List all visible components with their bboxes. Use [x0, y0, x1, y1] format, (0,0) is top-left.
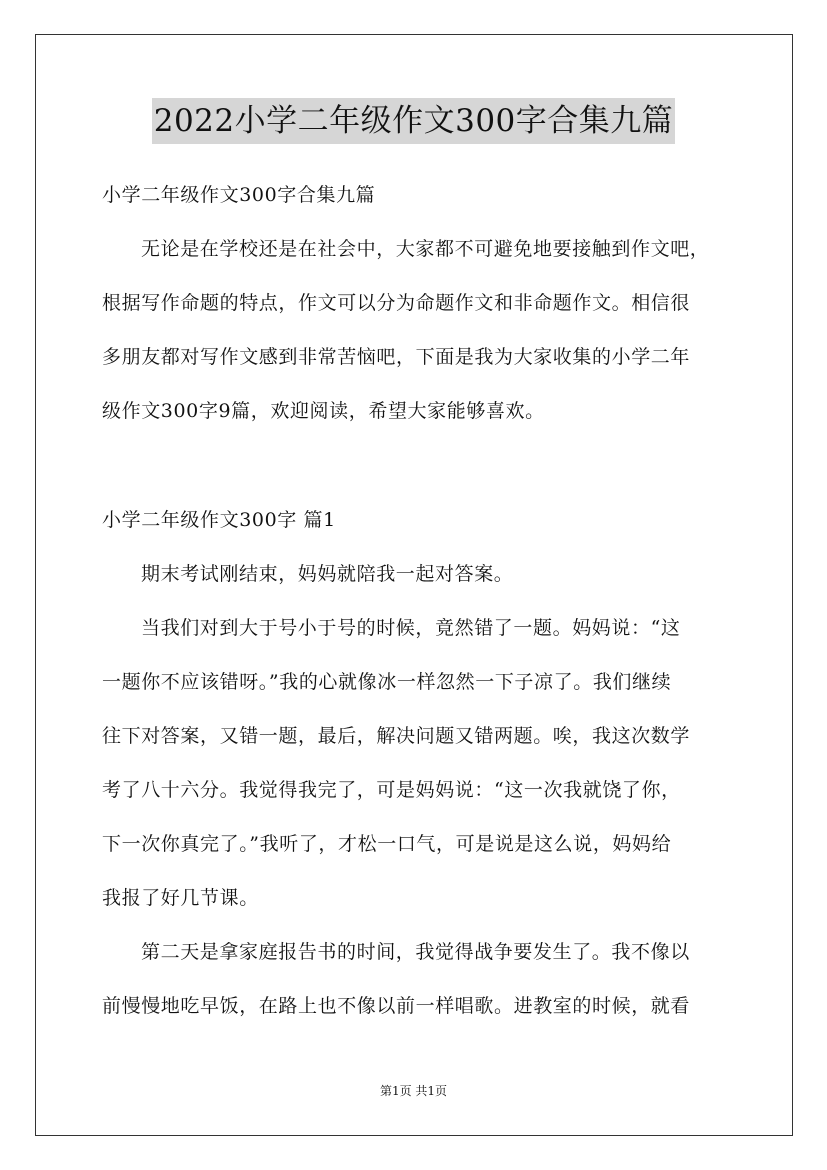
page-footer: 第1页 共1页: [379, 1084, 448, 1098]
body-line-1: 期末考试刚结束，妈妈就陪我一起对答案。: [141, 563, 514, 585]
body-line-9: 前慢慢地吃早饭，在路上也不像以前一样唱歌。进教室的时候，就看: [102, 995, 691, 1017]
body-line-6: 下一次你真完了。”我听了，才松一口气，可是说是这么说，妈妈给: [102, 833, 672, 855]
document-subtitle: 小学二年级作文300字合集九篇: [102, 184, 376, 206]
intro-line-1: 无论是在学校还是在社会中，大家都不可避免地要接触到作文吧，: [141, 238, 710, 260]
document-title: [0, 98, 827, 144]
intro-line-4: 级作文300字9篇，欢迎阅读，希望大家能够喜欢。: [102, 400, 545, 422]
section-heading: 小学二年级作文300字 篇1: [102, 509, 336, 531]
body-line-7: 我报了好几节课。: [102, 887, 259, 909]
intro-line-3: 多朋友都对写作文感到非常苦恼吧，下面是我为大家收集的小学二年: [102, 346, 691, 368]
document-title-text: 2022小学二年级作文300字合集九篇: [152, 98, 676, 144]
body-line-5: 考了八十六分。我觉得我完了，可是妈妈说：“这一次我就饶了你，: [102, 779, 681, 801]
intro-line-2: 根据写作命题的特点，作文可以分为命题作文和非命题作文。相信很: [102, 292, 691, 314]
body-line-8: 第二天是拿家庭报告书的时间，我觉得战争要发生了。我不像以: [141, 941, 690, 963]
body-line-3: 一题你不应该错呀。”我的心就像冰一样忽然一下子凉了。我们继续: [102, 671, 672, 693]
body-line-4: 往下对答案，又错一题，最后，解决问题又错两题。唉，我这次数学: [102, 725, 691, 747]
body-line-2: 当我们对到大于号小于号的时候，竟然错了一题。妈妈说：“这: [141, 617, 681, 639]
